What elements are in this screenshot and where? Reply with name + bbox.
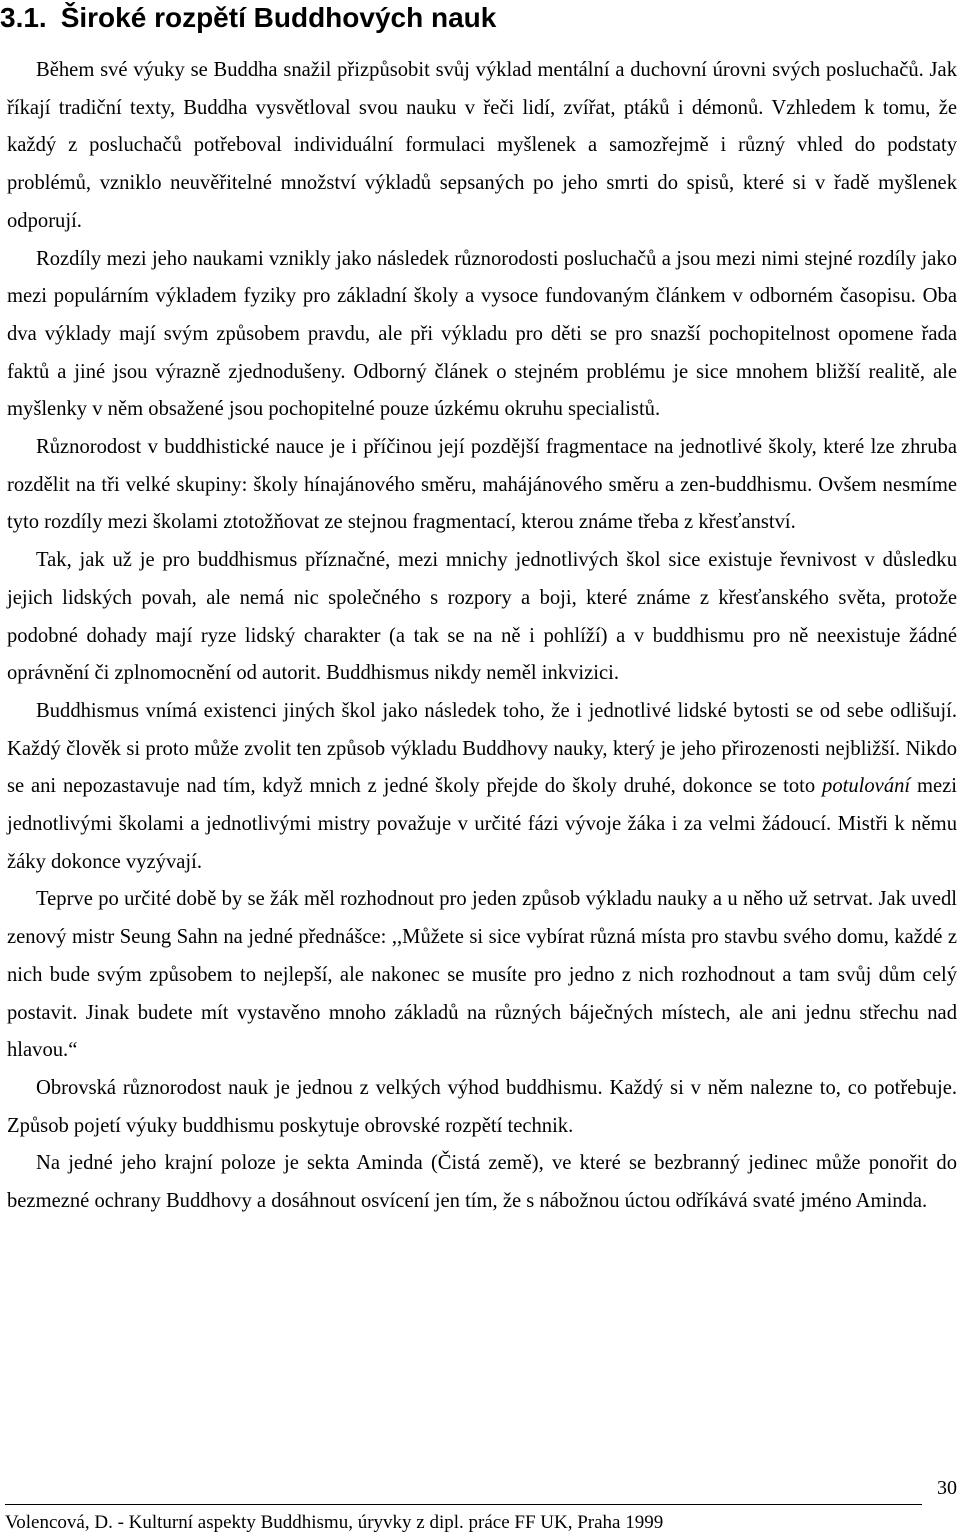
paragraph-7: Obrovská různorodost nauk je jednou z velkých výhod buddhismu. Každý si v něm nalezne to, co potřebuje. Způsob pojetí výuky buddhismu poskytuje obrovské rozpětí technik. <box>7 1076 957 1137</box>
emphasis-potulovani: potulování <box>822 775 911 798</box>
footer-divider <box>5 1504 922 1505</box>
paragraph-5-after: mezi jednotlivými školami a jednotlivými mistry považuje v určité fázi vývoje žáka i za velmi žádoucí. Mistři k němu žáky dokonce vyzývají. <box>7 775 957 873</box>
section-heading <box>0 0 496 36</box>
paragraph-1: Během své výuky se Buddha snažil přizpůsobit svůj výklad mentální a duchovní úrovni svých posluchačů. Jak říkají tradiční texty, Buddha vysvětloval svou nauku v řeči lidí, zvířat, ptáků i démonů. Vzhledem k tomu, že každý z posluchačů potřeboval individuální formulaci myšlenek a samozřejmě i různý vhled do podstaty problémů, vzniklo neuvěřitelné množství výkladů sepsaných po jeho smrti do spisů, které si v řadě myšlenek odporují. <box>7 59 957 232</box>
page-number: 30 <box>937 1477 957 1499</box>
paragraph-6: Teprve po určité době by se žák měl rozhodnout pro jeden způsob výkladu nauky a u něho už setrvat. Jak uvedl zenový mistr Seung Sahn na jedné přednášce: ,,Můžete si sice vybírat různá místa pro stavbu svého domu, každé z nich bude svým způsobem to nejlepší, ale nakonec se musíte pro jedno z nich rozhodnout a tam svůj dům celý postavit. Jinak budete mít vystavěno mnoho základů na různých báječných místech, ale ani jednu střechu nad hlavou.“ <box>7 888 957 1062</box>
paragraph-5 <box>7 693 957 882</box>
paragraph-5-before: Buddhismus vnímá existenci jiných škol jako následek toho, že i jednotlivé lidské bytosti se od sebe odlišují. Každý člověk si proto může zvolit ten způsob výkladu Buddhovy nauky, který je jeho přirozenosti nejbližší. Nikdo se ani nepozastavuje nad tím, když mnich z jedné školy přejde do školy druhé, dokonce se toto <box>7 699 957 798</box>
paragraph-3: Různorodost v buddhistické nauce je i příčinou její pozdější fragmentace na jednotlivé školy, které lze zhruba rozdělit na tři velké skupiny: školy hínajánového směru, mahájánového směru a zen-buddhismu. Ovšem nesmíme tyto rozdíly mezi školami ztotožňovat ze stejnou fragmentací, kterou známe třeba z křesťanství. <box>7 436 957 534</box>
paragraph-4: Tak, jak už je pro buddhismus příznačné, mezi mnichy jednotlivých škol sice existuje řevnivost v důsledku jejich lidských povah, ale nemá nic společného s rozpory a boji, které známe z křesťanského světa, protože podobné dohady mají ryze lidský charakter (a tak se na ně i pohlíží) a v buddhismu pro ně neexistuje žádné oprávnění či zplnomocnění od autorit. Buddhismus nikdy neměl inkvizici. <box>7 549 957 685</box>
footer-citation: Volencová, D. - Kulturní aspekty Buddhismu, úryvky z dipl. práce FF UK, Praha 1999 <box>5 1512 664 1533</box>
document-body <box>7 52 957 1221</box>
section-number: 3.1. <box>0 2 47 33</box>
paragraph-8: Na jedné jeho krajní poloze je sekta Aminda (Čistá země), ve které se bezbranný jedinec může ponořit do bezmezné ochrany Buddhovy a dosáhnout osvícení jen tím, že s nábožnou úctou odříkává svaté jméno Aminda. <box>7 1152 957 1213</box>
paragraph-2: Rozdíly mezi jeho naukami vznikly jako následek různorodosti posluchačů a jsou mezi nimi stejné rozdíly jako mezi populárním výkladem fyziky pro základní školy a vysoce fundovaným článkem v odborném časopisu. Oba dva výklady mají svým způsobem pravdu, ale při výkladu pro děti se pro snazší pochopitelnost opomene řada faktů a jiné jsou výrazně zjednodušeny. Odborný článek o stejném problému je sice mnohem bližší realitě, ale myšlenky v něm obsažené jsou pochopitelné pouze úzkému okruhu specialistů. <box>7 247 957 421</box>
section-title: Široké rozpětí Buddhových nauk <box>60 2 497 33</box>
